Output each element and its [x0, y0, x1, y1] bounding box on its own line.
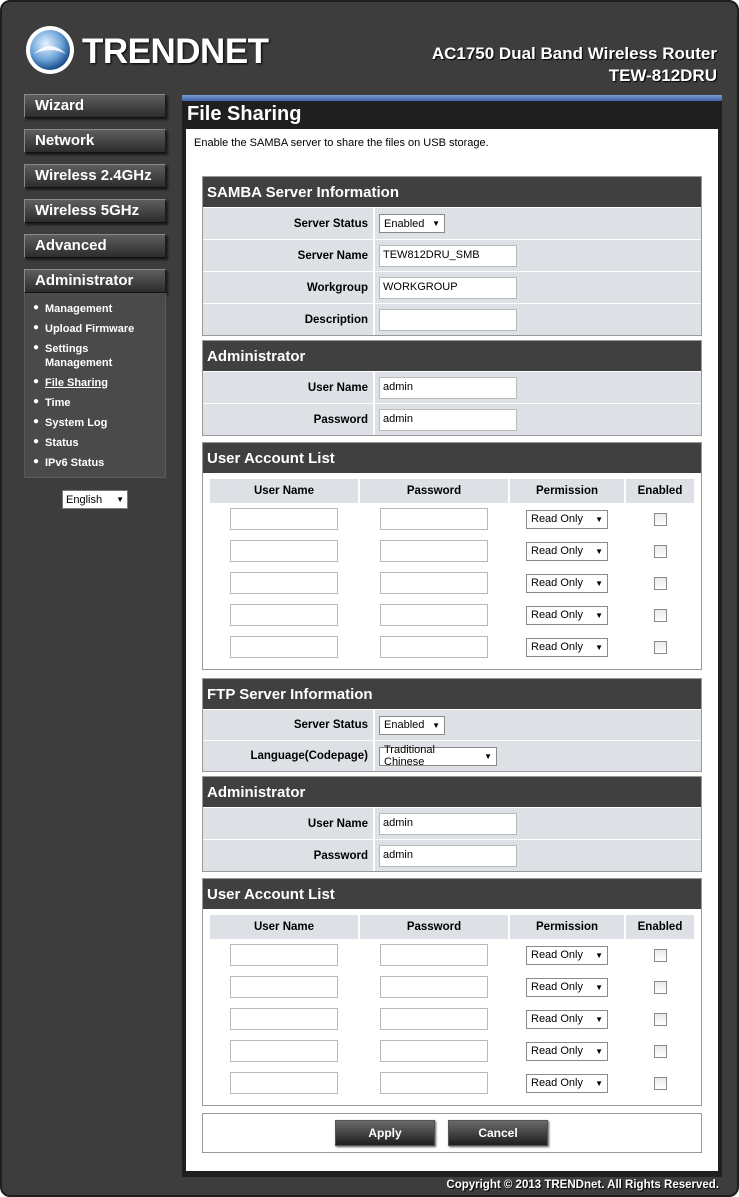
ftp-user-username-input[interactable]	[230, 1008, 338, 1030]
ftp-language-select[interactable]	[379, 744, 497, 768]
ftp-administrator-section	[202, 776, 702, 872]
select-value: Traditional Chinese	[384, 744, 435, 768]
table-row	[210, 599, 694, 631]
field-label: User Name	[203, 808, 375, 839]
samba-user-username-input[interactable]	[230, 572, 338, 594]
ftp-language-row	[203, 740, 701, 771]
field-value	[375, 272, 701, 303]
cell-permission	[510, 978, 624, 997]
samba-user-enabled-checkbox[interactable]	[654, 577, 667, 590]
field-value	[375, 240, 701, 271]
ftp-user-username-input[interactable]	[230, 1040, 338, 1062]
table-row	[210, 1003, 694, 1035]
sidebar-item-label: Management	[45, 303, 113, 315]
samba-user-rows	[210, 503, 694, 663]
field-value	[375, 304, 701, 335]
cell-enabled	[626, 1013, 694, 1026]
select-value: Read Only	[531, 609, 583, 621]
nav-advanced[interactable]: Advanced	[24, 234, 166, 258]
ftp-admin-username-input[interactable]: admin	[379, 813, 517, 835]
field-value	[375, 808, 701, 839]
table-header	[210, 915, 694, 939]
cell-password	[360, 540, 508, 562]
nav-wireless-24ghz[interactable]: Wireless 2.4GHz	[24, 164, 166, 188]
page-title: File Sharing	[187, 103, 302, 125]
ftp-user-permission-select[interactable]	[526, 1010, 608, 1029]
cell-enabled	[626, 1077, 694, 1090]
section-header: User Account List	[203, 879, 701, 909]
copyright-footer: Copyright © 2013 TRENDnet. All Rights Reserved.	[446, 1179, 719, 1191]
field-label: Language(Codepage)	[203, 741, 375, 771]
samba-user-enabled-checkbox[interactable]	[654, 609, 667, 622]
cell-username	[210, 944, 358, 966]
sidebar-item-ipv6-status[interactable]	[25, 453, 165, 473]
sidebar-item-label: Time	[45, 397, 71, 409]
table-row	[210, 939, 694, 971]
cell-password	[360, 508, 508, 530]
cell-password	[360, 944, 508, 966]
model-name: TEW-812DRU	[608, 66, 717, 85]
cell-username	[210, 540, 358, 562]
field-label: User Name	[203, 372, 375, 403]
samba-user-username-input[interactable]	[230, 636, 338, 658]
sidebar-item-upload-firmware[interactable]	[25, 319, 165, 339]
cell-permission	[510, 946, 624, 965]
column-header: Permission	[510, 915, 624, 939]
sidebar-item-label: Settings Management	[45, 343, 113, 369]
sidebar-item-time[interactable]	[25, 393, 165, 413]
cell-enabled	[626, 981, 694, 994]
cell-enabled	[626, 513, 694, 526]
cell-permission	[510, 510, 624, 529]
field-label: Password	[203, 840, 375, 871]
field-value	[375, 710, 701, 740]
chevron-down-icon: ▼	[432, 720, 440, 730]
bullet-icon: ●	[33, 456, 40, 467]
bullet-icon: ●	[33, 416, 40, 427]
samba-user-password-input[interactable]	[380, 572, 488, 594]
cell-username	[210, 1040, 358, 1062]
samba-server-name-row	[203, 239, 701, 271]
ftp-user-rows	[210, 939, 694, 1099]
table-header	[210, 479, 694, 503]
chevron-down-icon: ▼	[484, 751, 492, 761]
sidebar-item-label: Status	[45, 437, 79, 449]
field-label: Description	[203, 304, 375, 335]
samba-admin-user-row	[203, 371, 701, 403]
field-value	[375, 840, 701, 871]
brand-name: TRENDNET	[82, 32, 269, 71]
field-label: Password	[203, 404, 375, 435]
nav-network[interactable]: Network	[24, 129, 166, 153]
samba-user-enabled-checkbox[interactable]	[654, 641, 667, 654]
samba-admin-password-row	[203, 403, 701, 435]
samba-server-status-row	[203, 207, 701, 239]
samba-user-enabled-checkbox[interactable]	[654, 513, 667, 526]
ftp-user-password-input[interactable]	[380, 1040, 488, 1062]
samba-administrator-section	[202, 340, 702, 436]
samba-user-password-input[interactable]	[380, 540, 488, 562]
column-header: Permission	[510, 479, 624, 503]
cell-permission	[510, 606, 624, 625]
column-header: User Name	[210, 479, 358, 503]
administrator-submenu	[24, 293, 166, 478]
cell-enabled	[626, 545, 694, 558]
description-input[interactable]	[379, 309, 517, 331]
chevron-down-icon: ▼	[595, 950, 603, 960]
ftp-server-status-select[interactable]	[379, 716, 445, 735]
samba-user-table	[210, 479, 694, 663]
cell-username	[210, 1072, 358, 1094]
sidebar-item-label: Upload Firmware	[45, 323, 135, 335]
ftp-user-permission-select[interactable]	[526, 1042, 608, 1061]
sidebar-item-management[interactable]	[25, 299, 165, 319]
ftp-user-table	[210, 915, 694, 1099]
select-value: Read Only	[531, 981, 583, 993]
samba-admin-username-input[interactable]: admin	[379, 377, 517, 399]
select-value: Read Only	[531, 949, 583, 961]
ftp-user-password-input[interactable]	[380, 976, 488, 998]
ftp-user-permission-select[interactable]	[526, 946, 608, 965]
sidebar-item-settings-management[interactable]	[25, 339, 165, 373]
intro-text: Enable the SAMBA server to share the files on USB storage.	[194, 137, 489, 149]
samba-user-username-input[interactable]	[230, 540, 338, 562]
ftp-user-enabled-checkbox[interactable]	[654, 1077, 667, 1090]
samba-user-enabled-checkbox[interactable]	[654, 545, 667, 558]
cell-password	[360, 1008, 508, 1030]
language-select-value: English	[66, 493, 103, 506]
samba-admin-password-input[interactable]: admin	[379, 409, 517, 431]
cell-username	[210, 636, 358, 658]
workgroup-input[interactable]: WORKGROUP	[379, 277, 517, 299]
ftp-user-username-input[interactable]	[230, 1072, 338, 1094]
ftp-user-permission-select[interactable]	[526, 978, 608, 997]
ftp-server-status-row	[203, 709, 701, 740]
table-row	[210, 631, 694, 663]
section-header: FTP Server Information	[203, 679, 701, 709]
field-value	[375, 208, 701, 239]
sidebar-item-label: IPv6 Status	[45, 457, 105, 469]
ftp-admin-password-input[interactable]: admin	[379, 845, 517, 867]
nav-wireless-5ghz[interactable]: Wireless 5GHz	[24, 199, 166, 223]
apply-button[interactable]: Apply	[335, 1120, 435, 1146]
ftp-user-password-input[interactable]	[380, 1072, 488, 1094]
bullet-icon: ●	[33, 396, 40, 407]
select-value: Read Only	[531, 1013, 583, 1025]
cell-permission	[510, 1074, 624, 1093]
field-value	[375, 741, 701, 771]
action-bar	[202, 1113, 702, 1153]
nav-administrator[interactable]: Administrator	[24, 269, 166, 293]
cell-username	[210, 604, 358, 626]
ftp-user-username-input[interactable]	[230, 976, 338, 998]
chevron-down-icon: ▼	[595, 610, 603, 620]
cell-username	[210, 572, 358, 594]
sidebar-item-label: System Log	[45, 417, 108, 429]
cell-enabled	[626, 609, 694, 622]
chevron-down-icon: ▼	[595, 1078, 603, 1088]
samba-user-permission-select[interactable]	[526, 606, 608, 625]
nav-wizard[interactable]: Wizard	[24, 94, 166, 118]
language-select[interactable]	[62, 490, 128, 509]
ftp-user-enabled-checkbox[interactable]	[654, 981, 667, 994]
samba-user-permission-select[interactable]	[526, 510, 608, 529]
column-header: Password	[360, 479, 508, 503]
cell-permission	[510, 638, 624, 657]
chevron-down-icon: ▼	[595, 578, 603, 588]
select-value: Read Only	[531, 641, 583, 653]
cell-permission	[510, 1042, 624, 1061]
cell-username	[210, 976, 358, 998]
select-value: Enabled	[384, 719, 425, 731]
cell-password	[360, 976, 508, 998]
ftp-server-section	[202, 678, 702, 772]
samba-user-password-input[interactable]	[380, 636, 488, 658]
samba-user-permission-select[interactable]	[526, 574, 608, 593]
chevron-down-icon: ▼	[595, 1014, 603, 1024]
select-value: Read Only	[531, 545, 583, 557]
cell-password	[360, 1040, 508, 1062]
samba-user-username-input[interactable]	[230, 604, 338, 626]
field-label: Server Status	[203, 208, 375, 239]
chevron-down-icon: ▼	[595, 546, 603, 556]
cell-permission	[510, 1010, 624, 1029]
chevron-down-icon: ▼	[432, 219, 440, 228]
section-header: Administrator	[203, 777, 701, 807]
select-value: Enabled	[384, 217, 425, 230]
bullet-icon: ●	[33, 342, 40, 353]
product-name: AC1750 Dual Band Wireless Router	[431, 44, 717, 63]
column-header: Password	[360, 915, 508, 939]
table-row	[210, 971, 694, 1003]
cell-password	[360, 572, 508, 594]
trendnet-logo-icon	[24, 24, 76, 76]
cell-username	[210, 1008, 358, 1030]
ftp-user-enabled-checkbox[interactable]	[654, 1045, 667, 1058]
chevron-down-icon: ▼	[116, 495, 124, 504]
ftp-user-username-input[interactable]	[230, 944, 338, 966]
select-value: Read Only	[531, 513, 583, 525]
ftp-admin-password-row	[203, 839, 701, 871]
ftp-user-permission-select[interactable]	[526, 1074, 608, 1093]
samba-user-password-input[interactable]	[380, 508, 488, 530]
samba-user-account-section	[202, 442, 702, 670]
samba-user-password-input[interactable]	[380, 604, 488, 626]
samba-user-username-input[interactable]	[230, 508, 338, 530]
bullet-icon: ●	[33, 302, 40, 313]
samba-server-status-select[interactable]	[379, 214, 445, 233]
field-label: Workgroup	[203, 272, 375, 303]
sidebar-item-status[interactable]	[25, 433, 165, 453]
column-header: Enabled	[626, 479, 694, 503]
section-header: User Account List	[203, 443, 701, 473]
cell-password	[360, 1072, 508, 1094]
bullet-icon: ●	[33, 376, 40, 387]
bullet-icon: ●	[33, 322, 40, 333]
cancel-button[interactable]: Cancel	[448, 1120, 548, 1146]
chevron-down-icon: ▼	[595, 514, 603, 524]
column-header: Enabled	[626, 915, 694, 939]
chevron-down-icon: ▼	[595, 1046, 603, 1056]
chevron-down-icon: ▼	[595, 642, 603, 652]
field-value	[375, 404, 701, 435]
cell-permission	[510, 574, 624, 593]
samba-user-permission-select[interactable]	[526, 542, 608, 561]
table-row	[210, 567, 694, 599]
samba-workgroup-row	[203, 271, 701, 303]
main-content	[182, 129, 722, 1177]
table-row	[210, 1035, 694, 1067]
cell-enabled	[626, 949, 694, 962]
column-header: User Name	[210, 915, 358, 939]
cell-permission	[510, 542, 624, 561]
cell-enabled	[626, 577, 694, 590]
select-value: Read Only	[531, 1077, 583, 1089]
samba-server-section	[202, 176, 702, 336]
cell-password	[360, 604, 508, 626]
chevron-down-icon: ▼	[595, 982, 603, 992]
cell-enabled	[626, 641, 694, 654]
section-header: Administrator	[203, 341, 701, 371]
select-value: Read Only	[531, 577, 583, 589]
samba-user-permission-select[interactable]	[526, 638, 608, 657]
sidebar-item-label: File Sharing	[45, 377, 108, 389]
field-label: Server Status	[203, 710, 375, 740]
select-value: Read Only	[531, 1045, 583, 1057]
ftp-user-password-input[interactable]	[380, 944, 488, 966]
server-name-input[interactable]: TEW812DRU_SMB	[379, 245, 517, 267]
field-label: Server Name	[203, 240, 375, 271]
section-header: SAMBA Server Information	[203, 177, 701, 207]
cell-username	[210, 508, 358, 530]
samba-description-row	[203, 303, 701, 335]
table-row	[210, 535, 694, 567]
header	[2, 2, 739, 94]
ftp-user-enabled-checkbox[interactable]	[654, 949, 667, 962]
table-row	[210, 503, 694, 535]
sidebar-item-file-sharing[interactable]	[25, 373, 165, 393]
ftp-user-account-section	[202, 878, 702, 1106]
cell-enabled	[626, 1045, 694, 1058]
ftp-user-password-input[interactable]	[380, 1008, 488, 1030]
field-value	[375, 372, 701, 403]
sidebar-nav	[24, 94, 166, 478]
table-row	[210, 1067, 694, 1099]
ftp-user-enabled-checkbox[interactable]	[654, 1013, 667, 1026]
sidebar-item-system-log[interactable]	[25, 413, 165, 433]
ftp-admin-user-row	[203, 807, 701, 839]
bullet-icon: ●	[33, 436, 40, 447]
cell-password	[360, 636, 508, 658]
